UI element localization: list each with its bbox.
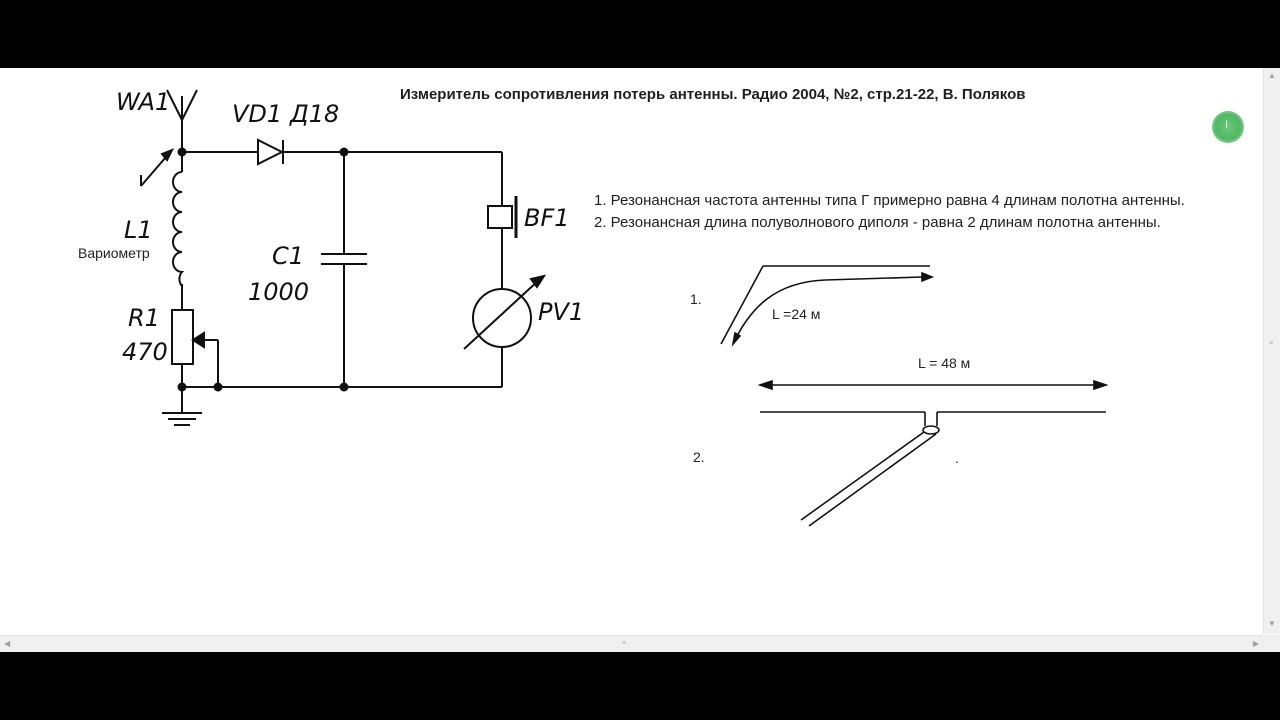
scroll-grip-horizontal-icon[interactable]: ≡ xyxy=(622,640,627,647)
ground-symbol xyxy=(162,413,202,425)
cursor-highlight-icon xyxy=(1212,111,1244,143)
fig1-length: L =24 м xyxy=(772,306,821,322)
label-variometer: Вариометр xyxy=(78,245,150,261)
label-l1: L1 xyxy=(124,216,153,244)
scroll-up-icon[interactable]: ▲ xyxy=(1268,71,1276,80)
label-c1: C1 xyxy=(272,242,305,270)
label-r1-value: 470 xyxy=(122,338,168,366)
label-pv1: PV1 xyxy=(538,298,585,326)
fig1-number: 1. xyxy=(690,291,702,307)
label-vd1: VD1 xyxy=(232,100,283,128)
label-c1-value: 1000 xyxy=(248,278,310,306)
diode-symbol xyxy=(258,140,283,164)
label-d18: Д18 xyxy=(290,100,340,128)
note-1: 1. Резонансная частота антенны типа Г примерно равна 4 длинам полотна антенны. xyxy=(594,192,1185,209)
fig2-length: L = 48 м xyxy=(918,355,971,371)
circuit-schematic xyxy=(141,90,544,425)
resistor-symbol xyxy=(172,310,218,387)
note-2: 2. Резонансная длина полуволнового диполя - равна 2 длинам полотна антенны. xyxy=(594,214,1161,231)
text-cursor-icon: I xyxy=(1225,119,1229,131)
horizontal-scrollbar[interactable] xyxy=(0,635,1263,652)
scroll-grip-icon[interactable]: ≡ xyxy=(1269,340,1274,347)
document-canvas xyxy=(0,68,1263,634)
scroll-down-icon[interactable]: ▼ xyxy=(1268,619,1276,628)
antenna-figure-1 xyxy=(721,266,932,344)
junction-dots xyxy=(178,148,349,392)
document-viewport xyxy=(0,68,1280,652)
antenna-figure-2 xyxy=(760,381,1106,526)
scroll-right-icon[interactable]: ▶ xyxy=(1252,639,1259,648)
label-r1: R1 xyxy=(128,304,160,332)
fig2-number: 2. xyxy=(693,449,705,465)
stray-dot: . xyxy=(955,450,959,466)
meter-symbol xyxy=(464,276,544,349)
vertical-scrollbar[interactable] xyxy=(1263,68,1280,634)
antenna-symbol xyxy=(167,90,197,152)
scrollbar-corner xyxy=(1263,635,1280,652)
label-wa1: WA1 xyxy=(116,88,171,116)
label-bf1: BF1 xyxy=(524,204,570,232)
document-title: Измеритель сопротивления потерь антенны. Радио 2004, №2, стр.21-22, В. Поляков xyxy=(400,86,1026,103)
capacitor-symbol xyxy=(321,152,367,387)
scroll-left-icon[interactable]: ◀ xyxy=(4,639,11,648)
